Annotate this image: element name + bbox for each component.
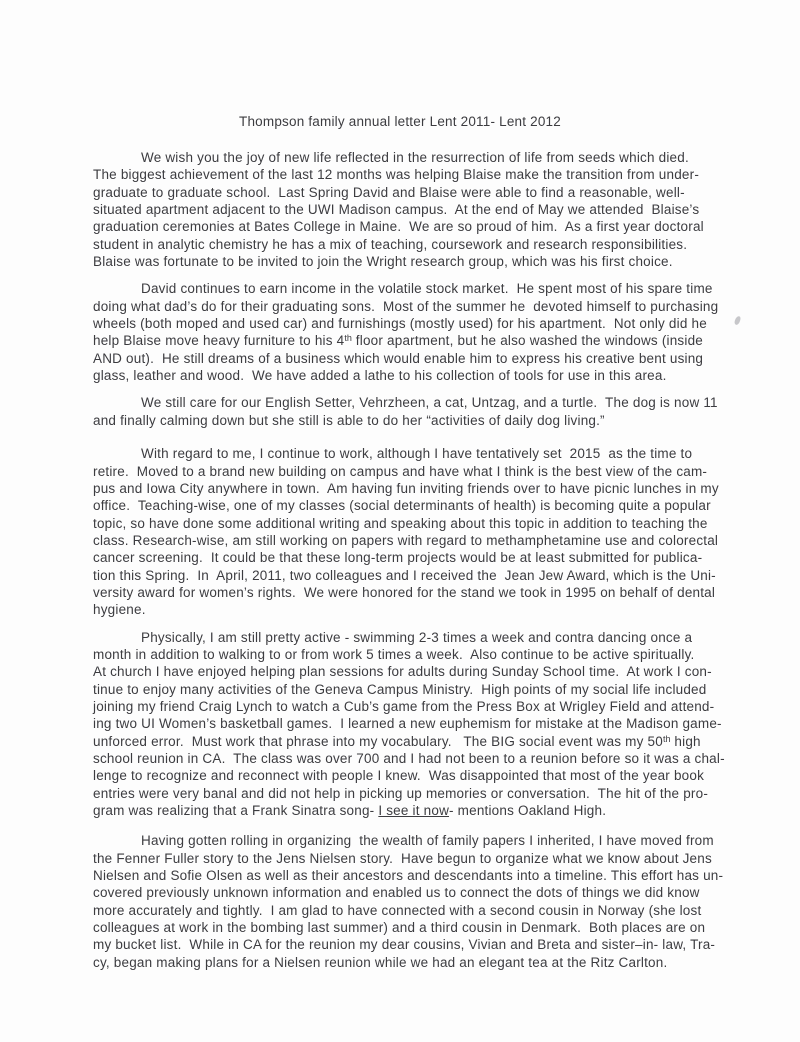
text-line: tion this Spring. In April, 2011, two colleagues and I received the Jean Jew Award, which is the Uni- [93, 567, 716, 583]
text-line: versity award for women’s rights. We were honored for the stand we took in 1995 on behalf of dental [93, 584, 716, 600]
text-line: retire. Moved to a brand new building on campus and have what I think is the best view of the cam- [93, 463, 708, 479]
text-line: and finally calming down but she still is able to do her “activities of daily dog living.” [93, 412, 605, 428]
text-line: colleagues at work in the bombing last summer) and a third cousin in Denmark. Both places are on [93, 920, 706, 936]
text-line: more accurately and tightly. I am glad to have connected with a second cousin in Norway (she lost [93, 902, 702, 918]
text-line: joining my friend Craig Lynch to watch a Cub’s game from the Press Box at Wrigley Field and attend- [93, 698, 715, 714]
text-line: class. Research-wise, am still working on papers with regard to methamphetamine use and colorectal [93, 532, 719, 548]
paragraph [93, 149, 753, 270]
text-line: wheels (both moped and used car) and furnishings (mostly used) for his apartment. Not only did he [93, 316, 707, 332]
text-line: We still care for our English Setter, Vehrzheen, a cat, Untzag, and a turtle. The dog is now 11 [141, 395, 718, 411]
text-line: Blaise was fortunate to be invited to join the Wright research group, which was his first choice. [93, 254, 673, 270]
text-line: unforced error. Must work that phrase into my vocabulary. The BIG social event was my 50th high [93, 733, 701, 749]
paragraph [93, 832, 753, 971]
text-line: Physically, I am still pretty active - swimming 2-3 times a week and contra dancing once a [141, 629, 693, 645]
text-line: situated apartment adjacent to the UWI Madison campus. At the end of May we attended Blaise’s [93, 202, 700, 218]
text-line: the Fenner Fuller story to the Jens Nielsen story. Have begun to organize what we know about Jens [93, 850, 712, 866]
paragraph [93, 394, 753, 429]
text-line: At church I have enjoyed helping plan sessions for adults during Sunday School time. At work I con- [93, 664, 712, 680]
text-line: lenge to recognize and reconnect with people I knew. Was disappointed that most of the year book [93, 768, 705, 784]
text-line: cy, began making plans for a Nielsen reunion while we had an elegant tea at the Ritz Carlton. [93, 954, 668, 970]
text-line: month in addition to walking to or from work 5 times a week. Also continue to be active spiritually. [93, 646, 695, 662]
text-line: doing what dad’s do for their graduating sons. Most of the summer he devoted himself to purchasing [93, 298, 719, 314]
text-line: We wish you the joy of new life reflected in the resurrection of life from seeds which died. [141, 150, 689, 165]
text-line: David continues to earn income in the volatile stock market. He spent most of his spare time [141, 281, 713, 297]
paragraph [93, 445, 753, 618]
text-line: graduate to graduate school. Last Spring David and Blaise were able to find a reasonable, well- [93, 184, 685, 200]
text-line: school reunion in CA. The class was over 700 and I had not been to a reunion before so it was a chal- [93, 751, 725, 766]
letter-title: Thompson family annual letter Lent 2011- Lent 2012 [239, 114, 561, 129]
text-line: pus and Iowa City anywhere in town. Am having fun inviting friends over to have picnic lunches in my [93, 480, 719, 496]
text-line: Nielsen and Sofie Olsen as well as their ancestors and descendants into a timeline. This effort has un- [93, 868, 724, 884]
text-line: With regard to me, I continue to work, although I have tentatively set 2015 as the time to [141, 446, 693, 462]
text-line: covered previously unknown information and enabled us to connect the dots of things we did know [93, 885, 700, 901]
text-line: glass, leather and wood. We have added a lathe to his collection of tools for use in this area. [93, 368, 667, 384]
text-line: help Blaise move heavy furniture to his 4th floor apartment, but he also washed the windows (inside [93, 333, 703, 349]
text-line: graduation ceremonies at Bates College in Maine. We are so proud of him. As a first year doctoral [93, 219, 704, 235]
text-line: cancer screening. It could be that these long-term projects would be at least submitted for publica- [93, 550, 703, 566]
text-line: entries were very banal and did not help in picking up memories or conversation. The hit of the pro- [93, 785, 709, 801]
text-line: topic, so have done some additional writing and speaking about this topic in addition to teaching the [93, 515, 708, 531]
paragraph [93, 280, 753, 384]
letter-content [93, 114, 753, 971]
text-line: gram was realizing that a Frank Sinatra song- I see it now- mentions Oakland High. [93, 803, 607, 819]
text-line: AND out). He still dreams of a business which would enable him to express his creative bent using [93, 350, 704, 366]
text-line: office. Teaching-wise, one of my classes (social determinants of health) is becoming quite a popular [93, 498, 711, 514]
text-line: tinue to enjoy many activities of the Geneva Campus Ministry. High points of my social life included [93, 681, 707, 697]
text-line: student in analytic chemistry he has a mix of teaching, coursework and research responsibilities. [93, 236, 688, 252]
paragraph [93, 629, 753, 820]
text-line: hygiene. [93, 602, 146, 618]
text-line: Having gotten rolling in organizing the wealth of family papers I inherited, I have moved from [141, 833, 714, 849]
text-line: The biggest achievement of the last 12 months was helping Blaise make the transition from under- [93, 167, 700, 183]
letter-body [93, 149, 753, 971]
text-line: ing two UI Women’s basketball games. I learned a new euphemism for mistake at the Madison game- [93, 716, 722, 732]
text-line: my bucket list. While in CA for the reunion my dear cousins, Vivian and Breta and sister–in- law, Tra- [93, 937, 716, 953]
